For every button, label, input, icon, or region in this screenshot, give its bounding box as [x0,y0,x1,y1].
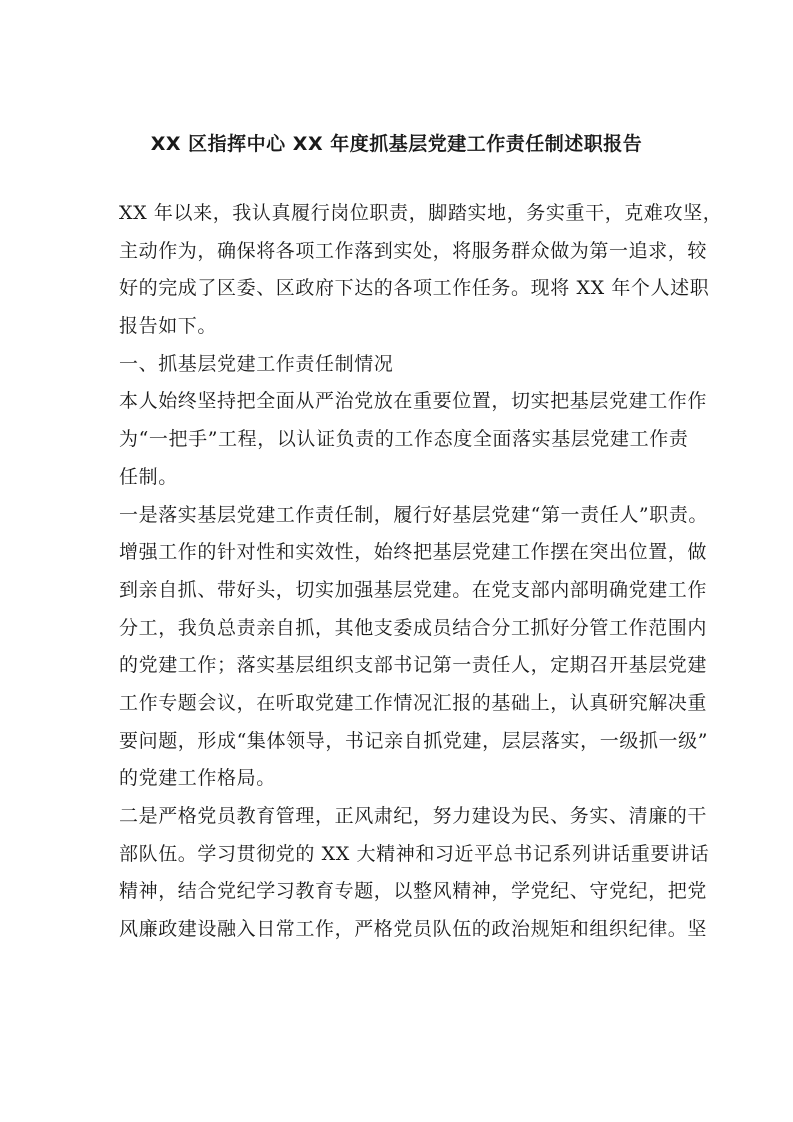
body-line: 分工，我负总责亲自抓，其他支委成员结合分工抓好分管工作范围内 [119,616,708,639]
body-line: 报告如下。 [119,315,218,338]
body-line: 精神，结合党纪学习教育专题，以整风精神，学党纪、守党纪，把党 [119,880,708,903]
body-line: 为“一把手”工程，以认证负责的工作态度全面落实基层党建工作责 [119,428,689,451]
body-line: 工作专题会议，在听取党建工作情况汇报的基础上，认真研究解决重 [119,691,708,714]
body-line: 本人始终坚持把全面从严治党放在重要位置，切实把基层党建工作作 [119,390,708,413]
body-line: 部队伍。学习贯彻党的 XX 大精神和习近平总书记系列讲话重要讲话 [119,842,710,865]
body-line: 任制。 [119,465,178,488]
body-line: 要问题，形成“集体领导，书记亲自抓党建，层层落实，一级抓一级” [119,729,709,752]
body-line: 增强工作的针对性和实效性，始终把基层党建工作摆在突出位置，做 [119,541,708,564]
body-line: 一、抓基层党建工作责任制情况 [119,352,394,375]
body-line: XX 年以来，我认真履行岗位职责，脚踏实地，务实重干，克难攻坚， [119,202,723,224]
body-line: 主动作为，确保将各项工作落到实处，将服务群众做为第一追求，较 [119,239,708,262]
body-line: 一是落实基层党建工作责任制，履行好基层党建“第一责任人”职责。 [119,503,709,526]
body-line: 二是严格党员教育管理，正风肃纪，努力建设为民、务实、清廉的干 [119,805,708,827]
body-line: 风廉政建设融入日常工作，严格党员队伍的政治规矩和组织纪律。坚 [119,918,708,941]
body-line: 的党建工作格局。 [119,767,276,790]
body-line: 到亲自抓、带好头，切实加强基层党建。在党支部内部明确党建工作 [119,578,708,601]
document-body [119,195,723,949]
body-line: 好的完成了区委、区政府下达的各项工作任务。现将 XX 年个人述职 [119,277,710,300]
document-title: XX 区指挥中心 XX 年度抓基层党建工作责任制述职报告 [150,133,643,155]
body-line: 的党建工作；落实基层组织支部书记第一责任人，定期召开基层党建 [119,654,708,677]
